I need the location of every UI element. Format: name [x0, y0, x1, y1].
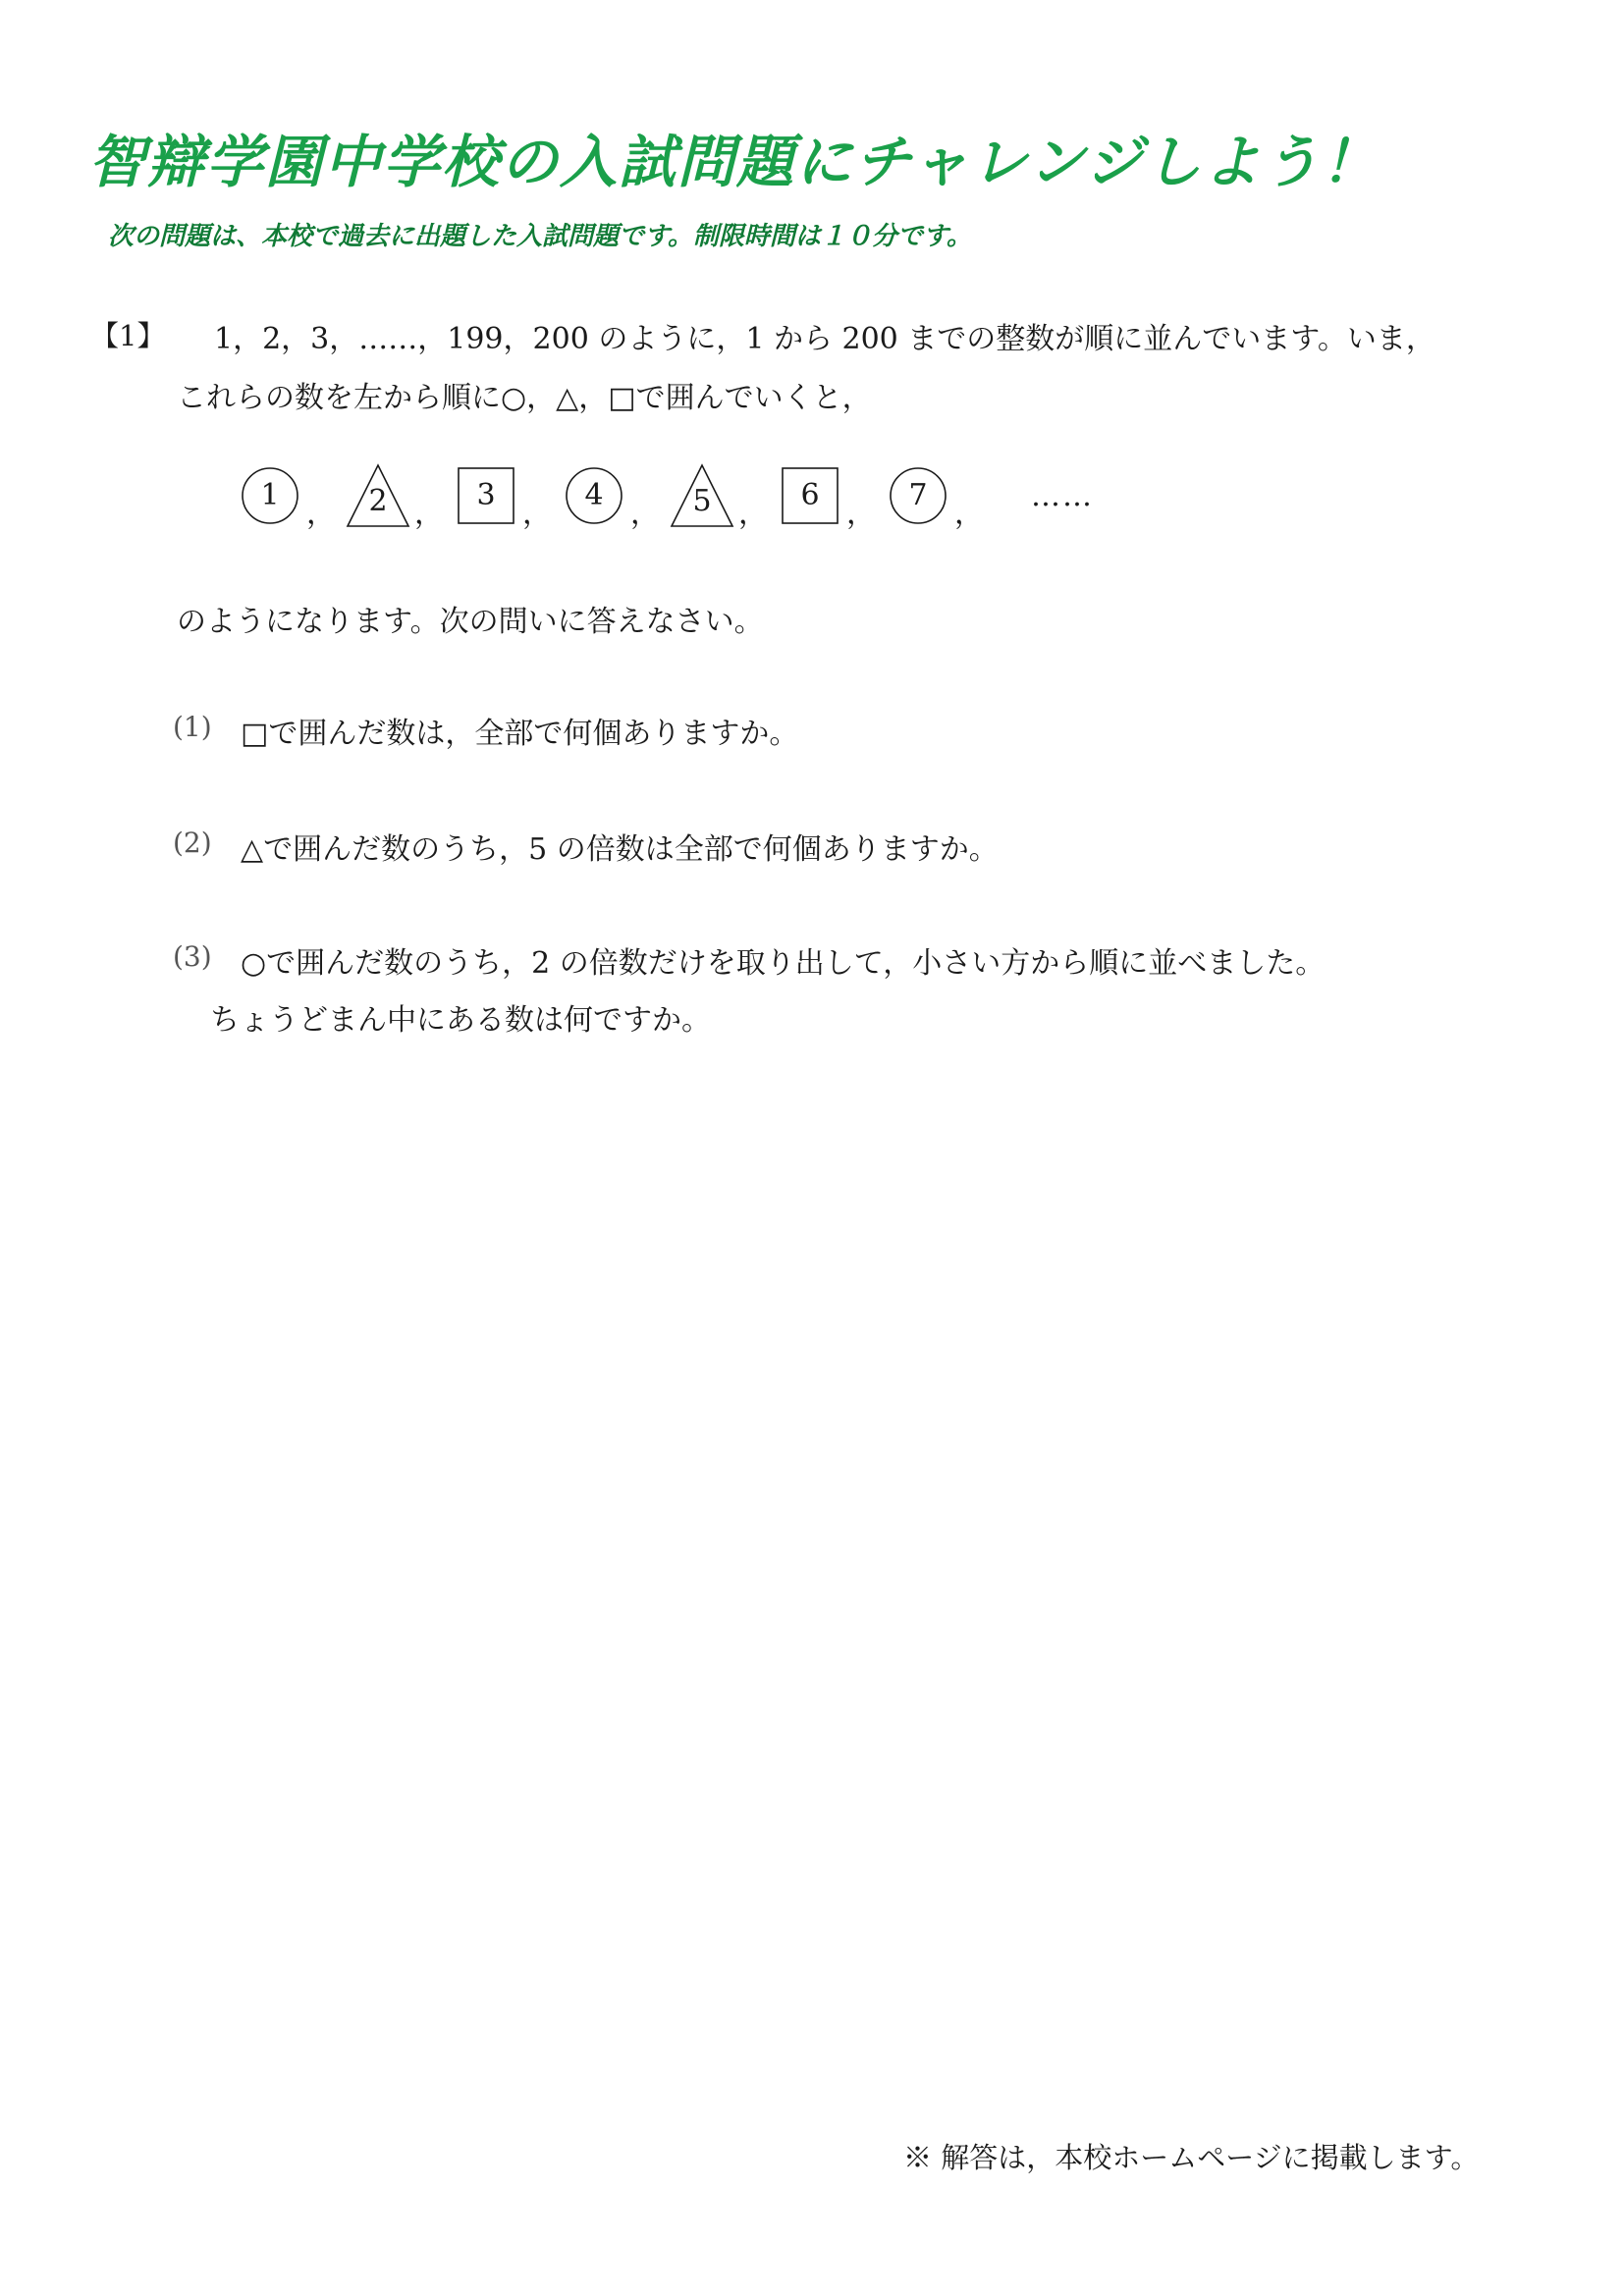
square-mark-6 — [776, 461, 844, 530]
sequence-separator: ， — [738, 497, 768, 531]
question-3-number: (3) — [173, 940, 212, 973]
sequence-separator: ， — [306, 497, 336, 531]
circle-number: 1 — [260, 478, 280, 512]
square-number: 3 — [476, 478, 496, 512]
triangle-number: 5 — [692, 484, 712, 518]
question-1-number: (1) — [173, 711, 212, 743]
square-number: 6 — [800, 478, 820, 512]
problem-number: 【1】 — [90, 319, 166, 352]
triangle-mark-2 — [344, 461, 412, 530]
question-3-text: ○で囲んだ数のうち，2 の倍数だけを取り出して，小さい方から順に並べました。 — [241, 946, 1326, 981]
sequence-separator: ， — [846, 497, 876, 531]
circle-mark-4 — [560, 461, 628, 530]
sequence-separator: ， — [522, 497, 552, 531]
triangle-mark-5 — [668, 461, 736, 530]
circle-number: 7 — [908, 478, 928, 512]
sequence-separator: ， — [630, 497, 660, 531]
answer-note: ※ 解答は，本校ホームページに掲載します。 — [903, 2141, 1480, 2174]
circle-number: 4 — [584, 478, 604, 512]
problem-intro-line-1: 1，2，3，……，199，200 のように，1 から 200 までの整数が順に並んでいます。いま， — [214, 322, 1435, 356]
problem-instruction: のようになります。次の問いに答えなさい。 — [177, 605, 764, 639]
question-3-text-continued: ちょうどまん中にある数は何ですか。 — [210, 1003, 711, 1038]
square-mark-3 — [452, 461, 520, 530]
question-2-text: △で囲んだ数のうち，5 の倍数は全部で何個ありますか。 — [241, 832, 999, 867]
shape-sequence — [236, 461, 1119, 540]
problem-intro-line-2: これらの数を左から順に○，△，□で囲んでいくと， — [177, 381, 872, 415]
sequence-separator: ， — [954, 497, 984, 531]
triangle-number: 2 — [368, 484, 388, 518]
sequence-separator: ， — [414, 497, 444, 531]
sequence-ellipsis: …… — [1031, 479, 1094, 513]
question-1-text: □で囲んだ数は，全部で何個ありますか。 — [241, 717, 799, 751]
page-subtitle: 次の問題は、本校で過去に出題した入試問題です。制限時間は１０分です。 — [108, 222, 972, 251]
question-2-number: (2) — [173, 827, 212, 859]
circle-mark-7 — [884, 461, 952, 530]
page-title: 智辯学園中学校の入試問題にチャレンジしよう！ — [88, 129, 1380, 195]
circle-mark-1 — [236, 461, 304, 530]
